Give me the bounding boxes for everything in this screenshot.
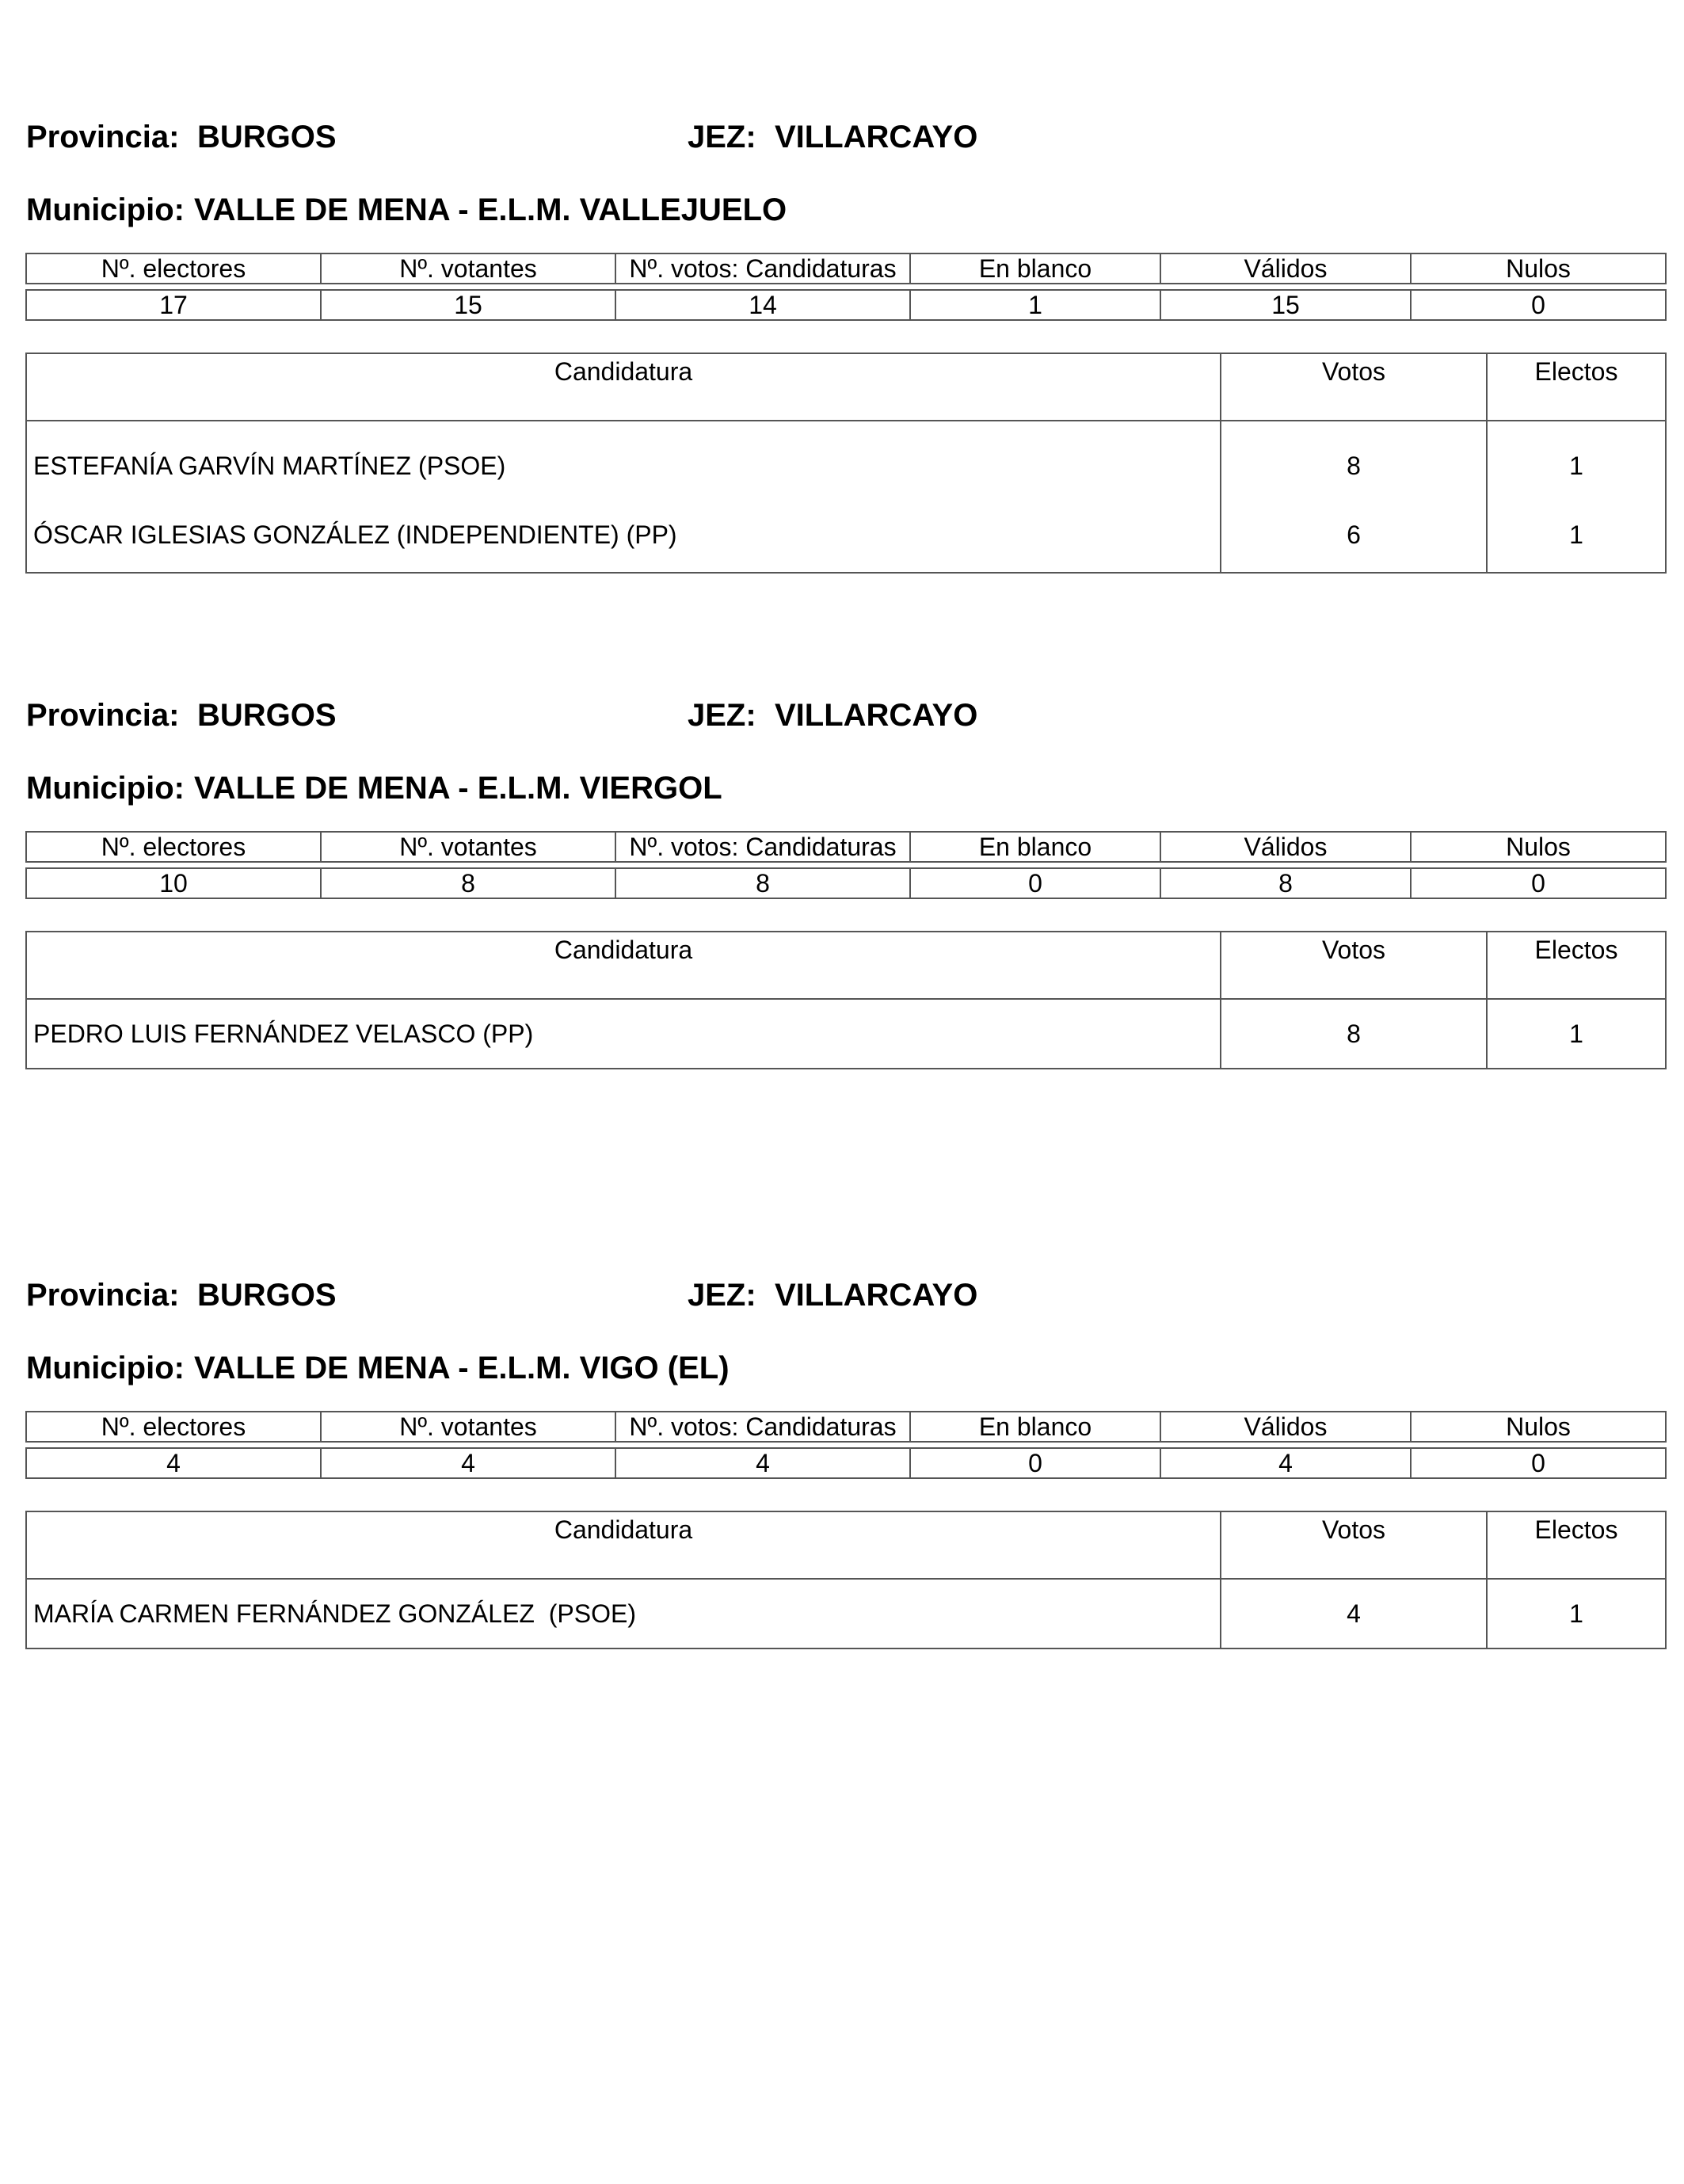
municipio-value: VALLE DE MENA - E.L.M. VIERGOL xyxy=(193,771,722,806)
municipio-value: VALLE DE MENA - E.L.M. VALLEJUELO xyxy=(193,192,787,227)
candidate-electos: 1 xyxy=(1487,999,1666,1069)
stats-value-votantes: 8 xyxy=(321,868,615,898)
stats-header-votantes: Nº. votantes xyxy=(321,832,615,862)
stats-value-electores: 10 xyxy=(26,868,321,898)
header-candidatura: Candidatura xyxy=(26,1511,1221,1579)
candidate-electos: 1 xyxy=(1487,510,1666,573)
municipio-line xyxy=(26,1348,730,1388)
candidate-electos: 1 xyxy=(1487,421,1666,510)
header-votos: Votos xyxy=(1221,932,1487,999)
stats-value-electores: 4 xyxy=(26,1448,321,1478)
stats-gap xyxy=(26,1442,1666,1448)
stats-header-nulos: Nulos xyxy=(1411,832,1666,862)
municipio-label: Municipio: xyxy=(26,192,185,227)
header-electos: Electos xyxy=(1487,932,1666,999)
municipio-label: Municipio: xyxy=(26,1351,185,1385)
candidate-votos: 6 xyxy=(1221,510,1487,573)
stats-table xyxy=(25,831,1667,899)
candidate-votos: 8 xyxy=(1221,421,1487,510)
stats-gap xyxy=(26,862,1666,868)
stats-table xyxy=(25,1411,1667,1479)
header-candidatura: Candidatura xyxy=(26,353,1221,421)
stats-value-nulos: 0 xyxy=(1411,868,1666,898)
stats-value-votantes: 15 xyxy=(321,290,615,320)
stats-value-row xyxy=(26,1448,1666,1478)
jez-label: JEZ: xyxy=(688,698,756,733)
stats-value-en-blanco: 0 xyxy=(910,1448,1160,1478)
candidate-votos: 4 xyxy=(1221,1579,1487,1648)
stats-header-row xyxy=(26,253,1666,284)
stats-value-en-blanco: 0 xyxy=(910,868,1160,898)
stats-value-votantes: 4 xyxy=(321,1448,615,1478)
stats-value-validos: 4 xyxy=(1160,1448,1411,1478)
stats-value-votos-candidaturas: 8 xyxy=(615,868,910,898)
candidate-name: ESTEFANÍA GARVÍN MARTÍNEZ (PSOE) xyxy=(26,421,1221,510)
stats-value-en-blanco: 1 xyxy=(910,290,1160,320)
municipio-value: VALLE DE MENA - E.L.M. VIGO (EL) xyxy=(193,1351,730,1385)
stats-value-validos: 8 xyxy=(1160,868,1411,898)
header-electos: Electos xyxy=(1487,353,1666,421)
provincia-label: Provincia: xyxy=(26,120,180,154)
header-votos: Votos xyxy=(1221,1511,1487,1579)
stats-header-electores: Nº. electores xyxy=(26,832,321,862)
candidate-row xyxy=(26,510,1666,573)
candidates-header-row xyxy=(26,353,1666,421)
province-line xyxy=(26,696,1214,735)
stats-header-validos: Válidos xyxy=(1160,832,1411,862)
jez-label: JEZ: xyxy=(688,120,756,154)
stats-header-en-blanco: En blanco xyxy=(910,253,1160,284)
stats-value-nulos: 0 xyxy=(1411,290,1666,320)
result-section-vallejuelo xyxy=(0,117,1684,561)
jez-value: VILLARCAYO xyxy=(775,698,978,733)
stats-header-validos: Válidos xyxy=(1160,253,1411,284)
candidate-name: MARÍA CARMEN FERNÁNDEZ GONZÁLEZ (PSOE) xyxy=(26,1579,1221,1648)
header-candidatura: Candidatura xyxy=(26,932,1221,999)
stats-value-votos-candidaturas: 4 xyxy=(615,1448,910,1478)
stats-header-electores: Nº. electores xyxy=(26,1412,321,1442)
municipio-label: Municipio: xyxy=(26,771,185,806)
stats-header-electores: Nº. electores xyxy=(26,253,321,284)
stats-header-row xyxy=(26,832,1666,862)
candidate-votos: 8 xyxy=(1221,999,1487,1069)
stats-header-nulos: Nulos xyxy=(1411,1412,1666,1442)
result-section-vigo xyxy=(0,1275,1684,1719)
stats-header-row xyxy=(26,1412,1666,1442)
stats-header-votantes: Nº. votantes xyxy=(321,1412,615,1442)
candidate-electos: 1 xyxy=(1487,1579,1666,1648)
candidate-name: PEDRO LUIS FERNÁNDEZ VELASCO (PP) xyxy=(26,999,1221,1069)
jez-value: VILLARCAYO xyxy=(775,1278,978,1313)
header-electos: Electos xyxy=(1487,1511,1666,1579)
municipio-line xyxy=(26,190,787,230)
stats-header-votos-candidaturas: Nº. votos: Candidaturas xyxy=(615,832,910,862)
province-line xyxy=(26,1275,1214,1315)
stats-table xyxy=(25,253,1667,321)
stats-header-votos-candidaturas: Nº. votos: Candidaturas xyxy=(615,253,910,284)
stats-value-validos: 15 xyxy=(1160,290,1411,320)
candidate-row xyxy=(26,1579,1666,1648)
result-section-viergol xyxy=(0,696,1684,1139)
provincia-value: BURGOS xyxy=(197,698,337,733)
candidates-header-row xyxy=(26,932,1666,999)
candidates-table xyxy=(25,353,1667,574)
municipio-line xyxy=(26,768,722,808)
candidate-name: ÓSCAR IGLESIAS GONZÁLEZ (INDEPENDIENTE) (PP) xyxy=(26,510,1221,573)
candidates-header-row xyxy=(26,1511,1666,1579)
provincia-value: BURGOS xyxy=(197,1278,337,1313)
provincia-value: BURGOS xyxy=(197,120,337,154)
stats-value-row xyxy=(26,290,1666,320)
candidates-table xyxy=(25,1511,1667,1649)
candidates-table xyxy=(25,931,1667,1069)
jez-value: VILLARCAYO xyxy=(775,120,978,154)
stats-value-row xyxy=(26,868,1666,898)
stats-header-validos: Válidos xyxy=(1160,1412,1411,1442)
provincia-label: Provincia: xyxy=(26,698,180,733)
stats-header-en-blanco: En blanco xyxy=(910,1412,1160,1442)
candidate-row xyxy=(26,999,1666,1069)
jez-label: JEZ: xyxy=(688,1278,756,1313)
stats-header-en-blanco: En blanco xyxy=(910,832,1160,862)
stats-header-votos-candidaturas: Nº. votos: Candidaturas xyxy=(615,1412,910,1442)
stats-value-votos-candidaturas: 14 xyxy=(615,290,910,320)
provincia-label: Provincia: xyxy=(26,1278,180,1313)
candidate-row xyxy=(26,421,1666,510)
stats-header-votantes: Nº. votantes xyxy=(321,253,615,284)
stats-header-nulos: Nulos xyxy=(1411,253,1666,284)
header-votos: Votos xyxy=(1221,353,1487,421)
stats-value-electores: 17 xyxy=(26,290,321,320)
stats-value-nulos: 0 xyxy=(1411,1448,1666,1478)
stats-gap xyxy=(26,284,1666,290)
province-line xyxy=(26,117,1214,157)
